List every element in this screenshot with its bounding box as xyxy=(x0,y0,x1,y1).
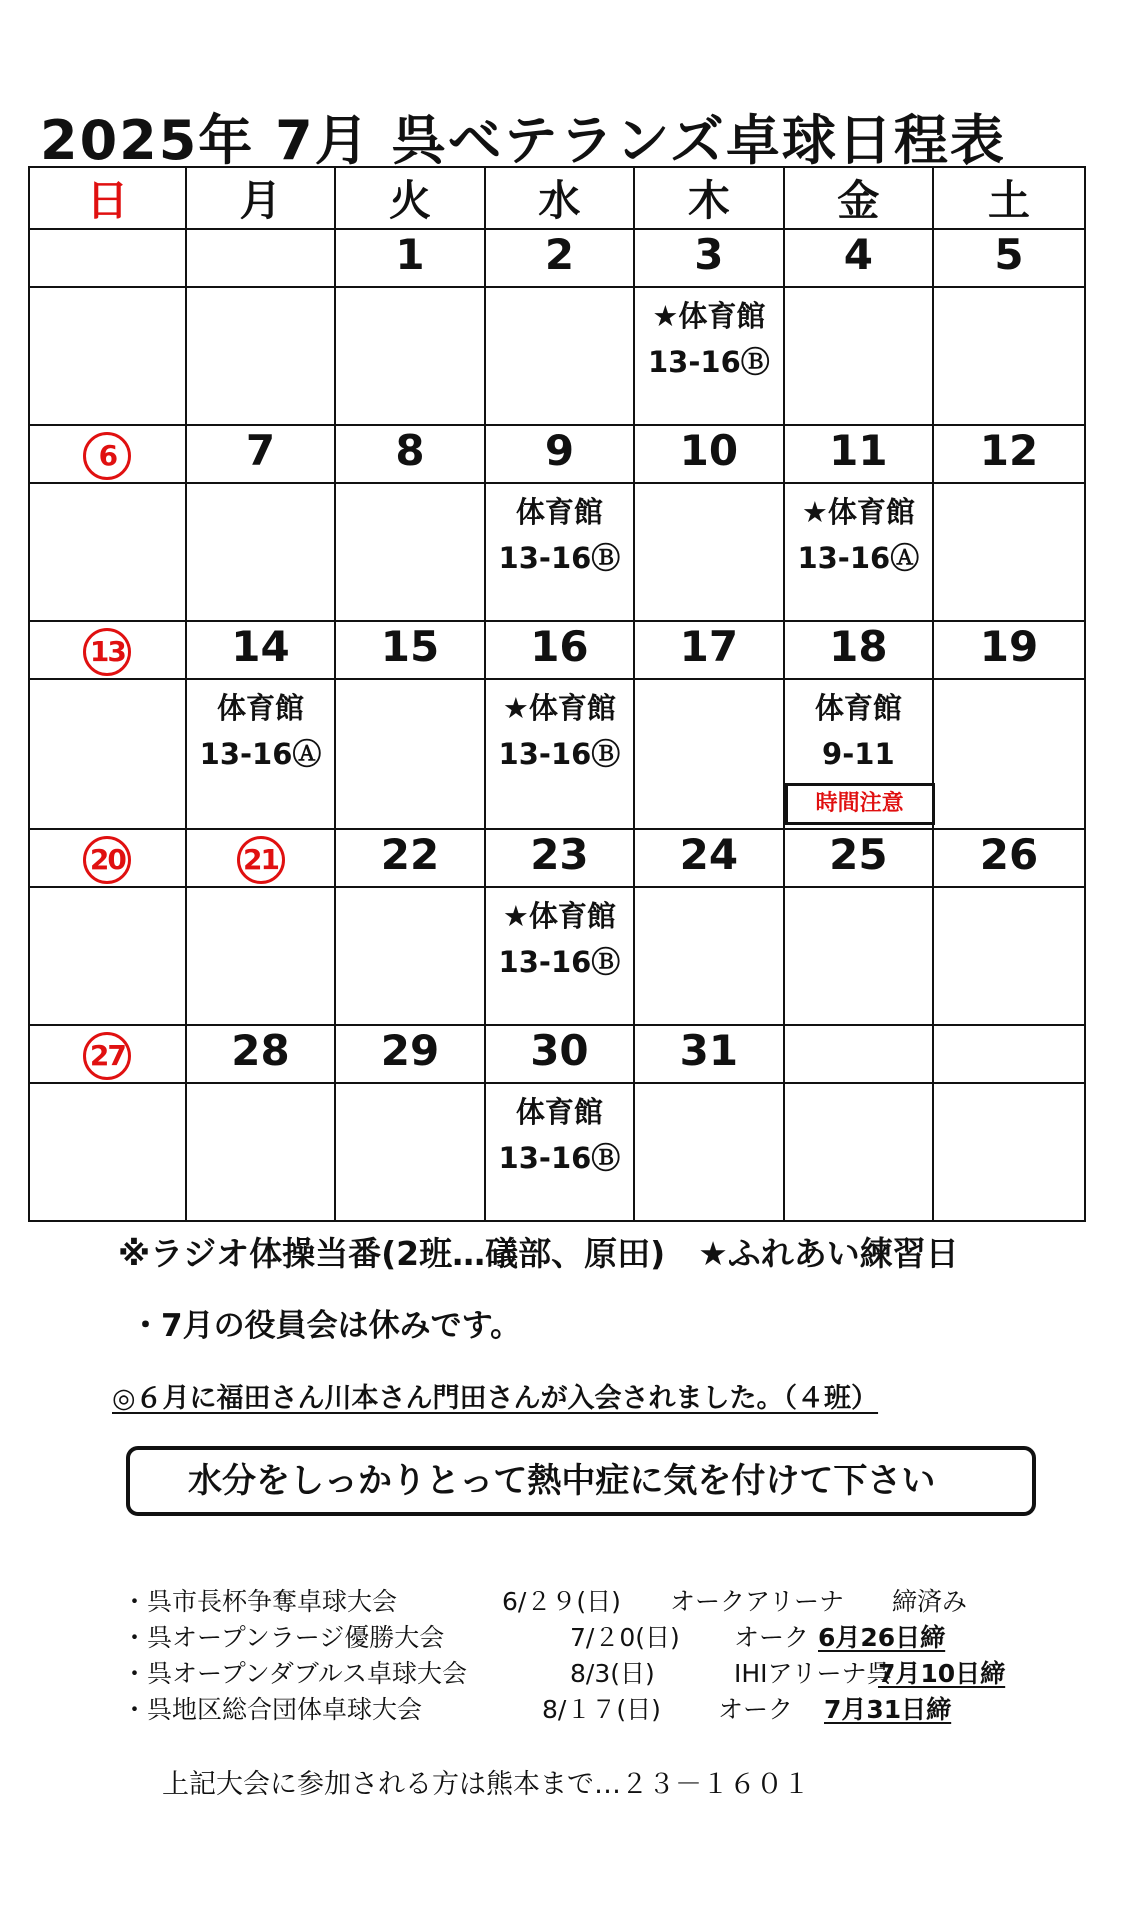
circled-date: 6 xyxy=(83,432,131,480)
date-cell xyxy=(485,1025,634,1083)
date-number: 14 xyxy=(231,622,290,671)
date-number: 19 xyxy=(979,622,1039,671)
date-number: 4 xyxy=(843,230,873,279)
event-venue: 体育館 xyxy=(515,1095,603,1129)
event-venue xyxy=(336,888,483,938)
event-cell xyxy=(933,1083,1085,1221)
event-cell xyxy=(29,679,186,829)
tournament-deadline: 締済み xyxy=(892,1587,968,1616)
date-number: 29 xyxy=(380,1026,440,1075)
event-time xyxy=(635,534,782,580)
new-members-note: ◎６月に福田さん川本さん門田さんが入会されました。（４班） xyxy=(112,1383,879,1414)
date-number: 24 xyxy=(679,830,739,879)
event-row xyxy=(29,287,1085,425)
date-cell xyxy=(933,829,1085,887)
event-cell xyxy=(933,679,1085,829)
tournament-venue: IHIアリーナ呉 xyxy=(734,1659,892,1688)
event-cell xyxy=(335,887,484,1025)
date-number: 25 xyxy=(829,830,888,879)
date-number: 30 xyxy=(530,1026,589,1075)
date-number: 5 xyxy=(994,230,1024,279)
tournament-date: 7/２0(日) xyxy=(570,1623,680,1652)
date-cell xyxy=(186,1025,335,1083)
event-cell xyxy=(186,679,335,829)
date-number: 1 xyxy=(395,230,425,279)
event-time: 13-16Ⓐ xyxy=(797,541,920,575)
circled-date: 27 xyxy=(83,1032,131,1080)
date-number: 22 xyxy=(380,830,440,879)
tournament-name: ・呉オープンラージ優勝大会 xyxy=(122,1623,445,1652)
event-venue xyxy=(187,484,334,534)
date-cell xyxy=(784,229,933,287)
date-cell xyxy=(186,829,335,887)
event-row xyxy=(29,1083,1085,1221)
event-row xyxy=(29,483,1085,621)
event-venue xyxy=(635,888,782,938)
date-row xyxy=(29,1025,1085,1083)
weekday-tue: 火 xyxy=(335,167,484,229)
date-number: 17 xyxy=(679,622,739,671)
date-number: 11 xyxy=(829,426,888,475)
tournament-name: ・呉市長杯争奪卓球大会 xyxy=(122,1587,398,1616)
event-cell xyxy=(335,679,484,829)
date-cell xyxy=(933,1025,1085,1083)
date-cell xyxy=(784,1025,933,1083)
weekday-mon: 月 xyxy=(186,167,335,229)
date-cell xyxy=(335,425,484,483)
event-cell xyxy=(29,1083,186,1221)
event-cell xyxy=(29,887,186,1025)
event-venue xyxy=(336,680,483,730)
date-cell xyxy=(186,425,335,483)
event-cell xyxy=(784,679,933,829)
event-cell xyxy=(485,483,634,621)
tournament-deadline: 6月26日締 xyxy=(818,1623,946,1652)
tournament-venue: オーク xyxy=(734,1623,810,1652)
date-cell xyxy=(933,425,1085,483)
meeting-note: ・7月の役員会は休みです。 xyxy=(130,1308,522,1344)
event-time xyxy=(486,338,633,384)
date-cell xyxy=(485,621,634,679)
date-number: 3 xyxy=(694,230,724,279)
event-time: 13-16Ⓑ xyxy=(498,1141,621,1175)
event-time xyxy=(30,338,185,384)
radio-duty-note: ※ラジオ体操当番(2班…礒部、原田) ★ふれあい練習日 xyxy=(118,1234,959,1273)
circled-date: 13 xyxy=(83,628,131,676)
event-time xyxy=(30,534,185,580)
event-time xyxy=(336,938,483,984)
event-time: 13-16Ⓑ xyxy=(498,737,621,771)
event-time xyxy=(187,1134,334,1180)
event-cell xyxy=(186,1083,335,1221)
event-time xyxy=(635,730,782,776)
event-venue xyxy=(934,888,1084,938)
weekday-header-row xyxy=(29,167,1085,229)
date-cell xyxy=(335,1025,484,1083)
event-time xyxy=(336,730,483,776)
event-time: 13-16Ⓐ xyxy=(199,737,322,771)
event-venue xyxy=(785,888,932,938)
date-cell xyxy=(485,229,634,287)
weekday-thu: 木 xyxy=(634,167,783,229)
event-time xyxy=(336,534,483,580)
calendar-table xyxy=(28,166,1086,1222)
event-time xyxy=(336,338,483,384)
event-time xyxy=(934,938,1084,984)
event-time xyxy=(30,730,185,776)
event-venue xyxy=(30,680,185,730)
event-venue xyxy=(336,288,483,338)
circled-date: 20 xyxy=(83,836,131,884)
tournament-deadline: 7月31日締 xyxy=(824,1695,952,1724)
date-number: 8 xyxy=(395,426,425,475)
event-row xyxy=(29,887,1085,1025)
event-venue: ★体育館 xyxy=(502,691,616,725)
event-time xyxy=(785,1134,932,1180)
date-cell xyxy=(634,621,783,679)
date-number: 26 xyxy=(979,830,1039,879)
event-cell xyxy=(335,287,484,425)
date-number: 15 xyxy=(380,622,440,671)
date-number: 31 xyxy=(679,1026,739,1075)
date-cell xyxy=(634,229,783,287)
event-cell xyxy=(634,1083,783,1221)
date-number: 10 xyxy=(679,426,739,475)
event-venue xyxy=(187,288,334,338)
event-time: 13-16Ⓑ xyxy=(648,345,770,379)
date-number: 16 xyxy=(530,622,589,671)
event-venue xyxy=(336,484,483,534)
event-venue xyxy=(635,1084,782,1134)
event-cell xyxy=(784,287,933,425)
event-venue xyxy=(785,288,932,338)
event-cell xyxy=(485,1083,634,1221)
event-venue: ★体育館 xyxy=(801,495,915,529)
event-cell xyxy=(634,483,783,621)
date-number: 18 xyxy=(829,622,888,671)
tournament-deadline: 7月10日締 xyxy=(878,1659,1006,1688)
date-cell xyxy=(485,829,634,887)
tournament-name: ・呉地区総合団体卓球大会 xyxy=(122,1695,423,1724)
event-cell xyxy=(335,1083,484,1221)
date-row xyxy=(29,425,1085,483)
event-cell xyxy=(784,1083,933,1221)
event-cell xyxy=(29,287,186,425)
event-venue xyxy=(187,888,334,938)
date-cell xyxy=(634,829,783,887)
date-cell xyxy=(933,229,1085,287)
contact-line: 上記大会に参加される方は熊本まで…２３－１６０１ xyxy=(162,1769,810,1800)
event-time xyxy=(187,338,334,384)
event-cell xyxy=(933,483,1085,621)
event-venue xyxy=(30,484,185,534)
event-time xyxy=(934,534,1084,580)
event-cell xyxy=(335,483,484,621)
event-time xyxy=(30,1134,185,1180)
date-cell xyxy=(933,621,1085,679)
event-venue xyxy=(934,288,1084,338)
event-time: 13-16Ⓑ xyxy=(498,541,621,575)
event-venue xyxy=(187,1084,334,1134)
tournament-name: ・呉オープンダブルス卓球大会 xyxy=(122,1659,468,1688)
event-cell xyxy=(784,887,933,1025)
event-cell xyxy=(29,483,186,621)
date-cell xyxy=(335,229,484,287)
event-venue xyxy=(336,1084,483,1134)
event-venue: ★体育館 xyxy=(652,299,766,333)
event-venue: 体育館 xyxy=(515,495,603,529)
event-venue: ★体育館 xyxy=(502,899,616,933)
page-title: 2025年 7月 呉ベテランズ卓球日程表 xyxy=(40,109,1006,172)
event-cell xyxy=(634,679,783,829)
date-cell xyxy=(335,829,484,887)
event-row xyxy=(29,679,1085,829)
event-cell xyxy=(485,679,634,829)
date-cell xyxy=(634,1025,783,1083)
event-venue xyxy=(635,484,782,534)
event-cell xyxy=(933,887,1085,1025)
event-cell xyxy=(933,287,1085,425)
date-cell xyxy=(186,229,335,287)
event-cell xyxy=(784,483,933,621)
date-number: 2 xyxy=(544,230,575,279)
event-cell xyxy=(186,887,335,1025)
event-cell xyxy=(186,483,335,621)
event-time xyxy=(187,534,334,580)
date-cell xyxy=(634,425,783,483)
event-time xyxy=(934,338,1084,384)
event-time xyxy=(187,938,334,984)
event-venue xyxy=(934,680,1084,730)
date-row xyxy=(29,829,1085,887)
event-venue xyxy=(30,1084,185,1134)
event-venue xyxy=(934,484,1084,534)
weekday-sat: 土 xyxy=(933,167,1085,229)
event-cell xyxy=(485,887,634,1025)
event-cell xyxy=(485,287,634,425)
date-cell xyxy=(784,425,933,483)
weekday-wed: 水 xyxy=(485,167,634,229)
date-cell xyxy=(29,621,186,679)
date-number: 28 xyxy=(231,1026,290,1075)
event-time xyxy=(30,938,185,984)
date-number: 23 xyxy=(530,830,589,879)
date-cell xyxy=(485,425,634,483)
event-venue: 体育館 xyxy=(814,691,902,725)
event-time xyxy=(635,1134,782,1180)
date-cell xyxy=(29,425,186,483)
event-time xyxy=(934,1134,1084,1180)
tournament-venue: オーク xyxy=(718,1695,794,1724)
event-time xyxy=(934,730,1084,776)
date-number: 7 xyxy=(245,426,276,475)
event-time xyxy=(785,938,932,984)
date-cell xyxy=(335,621,484,679)
tournament-venue: オークアリーナ xyxy=(670,1587,845,1616)
heatstroke-warning-box: 水分をしっかりとって熱中症に気を付けて下さい xyxy=(126,1446,1036,1516)
event-venue xyxy=(635,680,782,730)
time-caution-badge: 時間注意 xyxy=(785,783,935,825)
event-cell xyxy=(186,287,335,425)
event-time: 13-16Ⓑ xyxy=(498,945,621,979)
date-cell xyxy=(784,829,933,887)
tournament-date: 8/3(日) xyxy=(570,1659,655,1688)
event-time xyxy=(635,938,782,984)
date-cell xyxy=(784,621,933,679)
event-venue: 体育館 xyxy=(217,691,305,725)
weekday-fri: 金 xyxy=(784,167,933,229)
date-cell xyxy=(29,229,186,287)
weekday-sun: 日 xyxy=(29,167,186,229)
event-venue xyxy=(934,1084,1084,1134)
date-number: 12 xyxy=(979,426,1039,475)
tournament-date: 8/１７(日) xyxy=(542,1695,661,1724)
event-cell xyxy=(634,887,783,1025)
tournament-date: 6/２９(日) xyxy=(502,1587,621,1616)
date-row xyxy=(29,621,1085,679)
date-number: 9 xyxy=(544,426,575,475)
event-venue xyxy=(30,288,185,338)
circled-date: 21 xyxy=(237,836,285,884)
date-row xyxy=(29,229,1085,287)
event-time: 9-11 xyxy=(822,737,895,771)
date-cell xyxy=(29,1025,186,1083)
event-venue xyxy=(30,888,185,938)
date-cell xyxy=(186,621,335,679)
event-venue xyxy=(486,288,633,338)
event-time xyxy=(785,338,932,384)
event-cell xyxy=(634,287,783,425)
event-time xyxy=(336,1134,483,1180)
event-venue xyxy=(785,1084,932,1134)
date-cell xyxy=(29,829,186,887)
